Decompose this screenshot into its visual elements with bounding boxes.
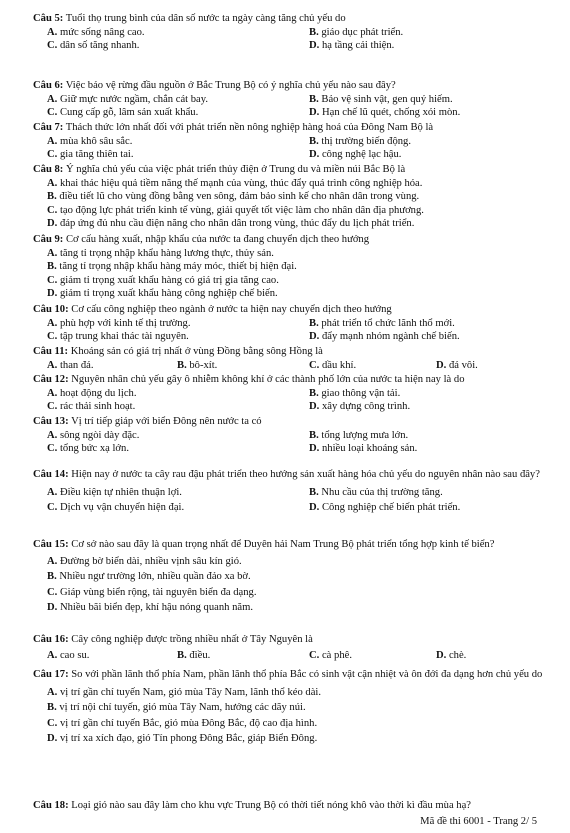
question-stem: Câu 18: Loại gió nào sau đây làm cho khu vực Trung Bộ có thời tiết nóng khô vào thời kì đầu mùa hạ? [33, 800, 471, 811]
option-a: A. tăng tỉ trọng nhập khẩu hàng lương thực, thủy sản. [47, 247, 274, 259]
question-stem: Câu 10: Cơ cấu công nghiệp theo ngành ở nước ta hiện nay chuyển dịch theo hướng [33, 304, 392, 315]
question-13 [33, 415, 553, 456]
option-d: D. chè. [436, 649, 467, 661]
option-d: D. hạ tầng cải thiện. [309, 40, 395, 52]
question-14 [33, 468, 553, 515]
option-a: A. phù hợp với kinh tế thị trường. [47, 317, 191, 329]
question-9 [33, 233, 553, 301]
option-c: C. tập trung khai thác tài nguyên. [47, 331, 189, 343]
question-stem: Câu 7: Thách thức lớn nhất đối với phát triển nền nông nghiệp hàng hoá của Đông Nam Bộ là [33, 122, 434, 133]
question-8 [33, 163, 553, 231]
option-d: D. vị trí xa xích đạo, gió Tín phong Đông Bắc, giáp Biển Đông. [47, 733, 318, 745]
option-b: B. tổng lượng mưa lớn. [309, 429, 409, 441]
question-number: Câu 8: [33, 164, 64, 175]
option-b: B. Nhiều ngư trường lớn, nhiều quần đảo xa bờ. [47, 571, 251, 583]
question-number: Câu 11: [33, 346, 69, 357]
option-d: D. đẩy mạnh nhóm ngành chế biến. [309, 331, 460, 343]
option-d: D. Công nghiệp chế biến phát triển. [309, 502, 461, 514]
question-stem: Câu 16: Cây công nghiệp được trồng nhiều nhất ở Tây Nguyên là [33, 634, 313, 645]
option-d: D. giảm tỉ trọng xuất khẩu hàng công nghiệp chế biến. [47, 288, 278, 300]
page-footer: Mã đề thi 6001 - Trang 2/ 5 [420, 816, 537, 827]
question-stem: Câu 17: So với phần lãnh thổ phía Nam, phần lãnh thổ phía Bắc có sinh vật cận nhiệt và ôn đới đa dạng hơn chủ yếu do [33, 669, 543, 680]
question-11 [33, 345, 553, 372]
question-stem: Câu 6: Việc bảo vệ rừng đầu nguồn ở Bắc Trung Bộ có ý nghĩa chủ yếu nào sau đây? [33, 80, 396, 91]
question-number: Câu 12: [33, 374, 69, 385]
option-c: C. Giáp vùng biển rộng, tài nguyên biển đa dạng. [47, 586, 257, 598]
question-18 [33, 799, 553, 813]
question-10 [33, 303, 553, 344]
option-d: D. đá vôi. [436, 359, 478, 371]
question-number: Câu 16: [33, 634, 69, 645]
question-16 [33, 633, 553, 662]
option-d: D. Hạn chế lũ quét, chống xói mòn. [309, 107, 461, 119]
option-a: A. Đường bờ biển dài, nhiều vịnh sâu kín gió. [47, 555, 242, 567]
option-c: C. tạo động lực phát triển kinh tế vùng, giải quyết tốt việc làm cho nhân dân địa phương. [47, 204, 424, 216]
question-stem: Câu 15: Cơ sở nào sau đây là quan trọng nhất để Duyên hải Nam Trung Bộ phát triển tổng hợp kinh tế biển? [33, 539, 495, 550]
question-number: Câu 18: [33, 800, 69, 811]
question-6 [33, 79, 553, 120]
option-c: C. gia tăng thiên tai. [47, 149, 134, 161]
option-d: D. công nghệ lạc hậu. [309, 149, 402, 161]
question-stem: Câu 12: Nguyên nhân chủ yếu gây ô nhiễm không khí ở các thành phố lớn của nước ta hiện nay là do [33, 374, 465, 385]
question-number: Câu 5: [33, 13, 64, 24]
question-number: Câu 9: [33, 234, 64, 245]
option-d: D. nhiều loại khoáng sản. [309, 443, 418, 455]
option-b: B. điều. [177, 649, 211, 661]
option-c: C. vị trí gần chí tuyến Bắc, gió mùa Đông Bắc, độ cao địa hình. [47, 717, 318, 729]
option-a: A. sông ngòi dày đặc. [47, 429, 140, 441]
option-a: A. Giữ mực nước ngầm, chắn cát bay. [47, 93, 209, 105]
option-c: C. cà phê. [309, 649, 352, 661]
option-b: B. giáo dục phát triển. [309, 26, 404, 38]
option-b: B. tăng tỉ trọng nhập khẩu hàng máy móc, thiết bị hiện đại. [47, 261, 297, 273]
question-stem: Câu 13: Vị trí tiếp giáp với biển Đông nên nước ta có [33, 416, 262, 427]
option-a: A. Điều kiện tự nhiên thuận lợi. [47, 486, 182, 498]
option-d: D. xây dựng công trình. [309, 401, 411, 413]
question-stem: Câu 11: Khoáng sản có giá trị nhất ở vùng Đồng bằng sông Hồng là [33, 346, 323, 357]
option-c: C. Dịch vụ vận chuyển hiện đại. [47, 502, 185, 514]
option-b: B. Nhu cầu của thị trường tăng. [309, 486, 443, 498]
option-b: B. vị trí nội chí tuyến, gió mùa Tây Nam, hướng các dãy núi. [47, 702, 306, 714]
question-number: Câu 7: [33, 122, 64, 133]
option-b: B. bô-xít. [177, 359, 218, 371]
option-a: A. vị trí gần chí tuyến Nam, gió mùa Tây Nam, lãnh thổ kéo dài. [47, 686, 322, 698]
option-a: A. khai thác hiệu quả tiềm năng thế mạnh của vùng, thúc đẩy quá trình công nghiệp hóa. [47, 177, 423, 189]
question-number: Câu 13: [33, 416, 69, 427]
option-b: B. Bảo vệ sinh vật, gen quý hiếm. [309, 93, 453, 105]
question-number: Câu 14: [33, 469, 69, 480]
option-d: D. đáp ứng đủ nhu cầu điện năng cho nhân dân trong vùng, thúc đẩy du lịch phát triển. [47, 218, 415, 230]
question-17 [33, 668, 553, 746]
question-number: Câu 10: [33, 304, 69, 315]
option-a: A. hoạt động du lịch. [47, 387, 137, 399]
question-stem: Câu 9: Cơ cấu hàng xuất, nhập khẩu của nước ta đang chuyển dịch theo hướng [33, 234, 370, 245]
question-5 [33, 12, 553, 53]
option-a: A. cao su. [47, 649, 90, 661]
question-number: Câu 17: [33, 669, 69, 680]
option-b: B. phát triển tổ chức lãnh thổ mới. [309, 317, 455, 329]
question-15 [33, 538, 553, 615]
option-b: B. thị trường biến động. [309, 135, 411, 147]
option-b: B. điều tiết lũ cho vùng đồng bằng ven sông, đảm bảo sinh kế cho nhân dân trong vùng. [47, 191, 420, 203]
option-c: C. tổng bức xạ lớn. [47, 443, 129, 455]
option-a: A. mùa khô sâu sắc. [47, 135, 133, 147]
question-stem: Câu 8: Ý nghĩa chủ yếu của việc phát triển thủy điện ở Trung du và miền núi Bắc Bộ là [33, 164, 406, 175]
question-12 [33, 373, 553, 414]
question-7 [33, 121, 553, 162]
option-c: C. giảm tỉ trọng xuất khẩu hàng có giá trị gia tăng cao. [47, 274, 279, 286]
question-number: Câu 15: [33, 539, 69, 550]
option-c: C. rác thải sinh hoạt. [47, 401, 136, 413]
option-a: A. mức sống nâng cao. [47, 26, 145, 38]
option-c: C. dân số tăng nhanh. [47, 40, 140, 52]
option-c: C. Cung cấp gỗ, lâm sản xuất khẩu. [47, 107, 199, 119]
option-b: B. giao thông vận tải. [309, 387, 401, 399]
option-d: D. Nhiều bãi biển đẹp, khí hậu nóng quanh năm. [47, 602, 253, 614]
question-stem: Câu 5: Tuổi thọ trung bình của dân số nước ta ngày càng tăng chủ yếu do [33, 13, 346, 24]
option-a: A. than đá. [47, 359, 94, 371]
question-stem: Câu 14: Hiện nay ở nước ta cây rau đậu phát triển theo hướng sản xuất hàng hóa chủ yếu do nguyên nhân nào sau đây? [33, 469, 540, 480]
option-c: C. dầu khí. [309, 359, 357, 371]
question-number: Câu 6: [33, 80, 64, 91]
